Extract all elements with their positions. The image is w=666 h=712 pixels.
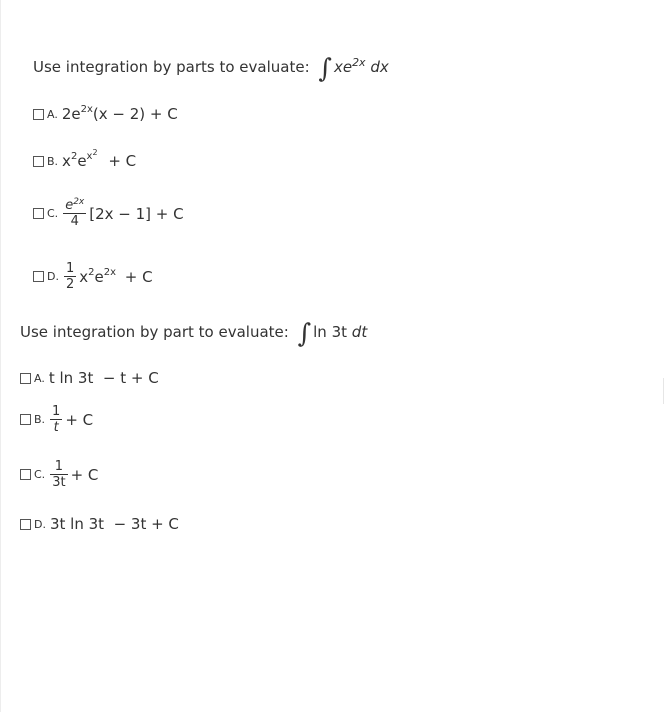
fraction: $\frac{1}{t}$: [52, 404, 61, 435]
fraction: $\frac{1}{2}$: [65, 261, 75, 292]
q1-option-b[interactable]: [33, 148, 137, 170]
option-letter: B.: [34, 413, 46, 426]
question-2-text: Use integration by part to evaluate:: [20, 323, 289, 341]
q2-differential: dt: [351, 323, 368, 341]
option-letter: D.: [34, 517, 46, 531]
checkbox[interactable]: [20, 373, 31, 384]
fraction: $\frac{1}{3t}$: [52, 459, 66, 490]
q2-integrand: ln 3t: [313, 323, 348, 341]
checkbox[interactable]: [20, 469, 31, 480]
option-expression: 3t ln 3t − 3t + C: [49, 515, 179, 533]
checkbox[interactable]: [33, 156, 44, 167]
option-letter: B.: [47, 154, 59, 168]
checkbox[interactable]: [20, 519, 31, 530]
q2-option-b[interactable]: [20, 404, 93, 435]
checkbox[interactable]: [33, 208, 44, 219]
checkbox[interactable]: [33, 109, 44, 120]
option-expression: t ln 3t − t + C: [48, 369, 159, 387]
question-1-text: Use integration by parts to evaluate:: [33, 58, 310, 76]
fraction: $\frac{e^{2x}}{4}$: [65, 197, 85, 229]
q1-option-a[interactable]: [33, 105, 178, 123]
q1-option-d[interactable]: [33, 261, 153, 292]
checkbox[interactable]: [20, 414, 31, 425]
option-letter: C.: [34, 468, 46, 481]
question-1-prompt: [33, 54, 389, 84]
option-letter: A.: [47, 107, 58, 121]
option-expression: $2e^{2x}(x - 2) + C$: [61, 104, 178, 123]
q1-option-c[interactable]: [33, 198, 184, 229]
q1-integrand: $xe^{2x}$: [333, 56, 366, 76]
option-letter: C.: [47, 207, 59, 220]
q2-option-c[interactable]: [20, 459, 98, 490]
option-expression: + C: [70, 465, 99, 484]
q1-differential: dx: [370, 58, 389, 76]
option-expression: $x^2e^{2x} + C$: [79, 266, 153, 286]
question-2-prompt: [20, 319, 367, 349]
option-letter: A.: [34, 371, 45, 385]
q2-option-d[interactable]: [20, 515, 179, 533]
q2-option-a[interactable]: [20, 369, 159, 387]
integral-sign: ∫: [318, 54, 332, 84]
integral-sign: ∫: [297, 319, 312, 349]
option-letter: D.: [47, 270, 59, 283]
option-expression: + C: [65, 410, 94, 429]
checkbox[interactable]: [33, 271, 44, 282]
right-edge-mark: [663, 378, 664, 404]
left-border: [0, 0, 1, 712]
option-expression: $x^2e^{x^2} + C$: [62, 148, 137, 170]
option-expression: [2x − 1] + C: [89, 204, 184, 223]
